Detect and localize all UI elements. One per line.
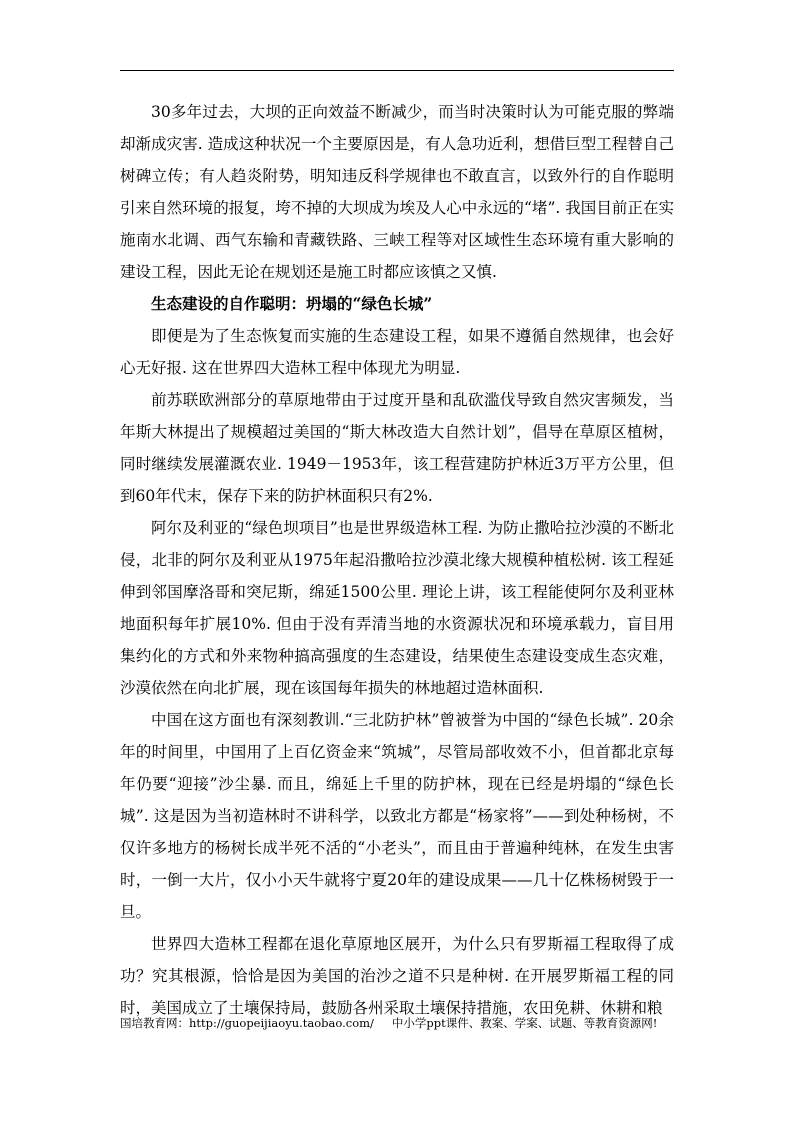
paragraph-1: 30多年过去，大坝的正向效益不断减少，而当时决策时认为可能克服的弊端却渐成灾害. 造成这种状况一个主要原因是，有人急功近利，想借巨型工程替自己树碑立传；有人趋炎附势，明知违反科学规律也不敢直言，以致外行的自作聪明引来自然环境的报复，垮不掉的大坝成为埃及人心中永远的“堵”. 我国目前正在实施南水北调、西气东输和青藏铁路、三峡工程等对区域性生态环境有重大影响的建设工程，因此无论在规划还是施工时都应该慎之又慎.: [120, 103, 674, 281]
paragraph-2: 即便是为了生态恢复而实施的生态建设工程，如果不遵循自然规律，也会好心无好报. 这在世界四大造林工程中体现尤为明显.: [120, 327, 674, 377]
footer-site: 国培教育网：http://guopeijiaoyu.taobao.com/: [120, 1016, 374, 1030]
paragraph-6: 世界四大造林工程都在退化草原地区展开，为什么只有罗斯福工程取得了成功？究其根源，恰恰是因为美国的治沙之道不只是种树. 在开展罗斯福工程的同时，美国成立了土壤保持局，鼓励各州采取土壤保持措施，农田免耕、休耕和粮: [120, 935, 674, 1017]
page-footer: [120, 1015, 680, 1031]
paragraph-3: 前苏联欧洲部分的草原地带由于过度开垦和乱砍滥伐导致自然灾害频发，当年斯大林提出了规模超过美国的“斯大林改造大自然计划”，倡导在草原区植树，同时继续发展灌溉农业. 1949－1953年，该工程营建防护林近3万平方公里，但到60年代末，保存下来的防护林面积只有2%.: [120, 391, 674, 505]
article-body: [120, 96, 674, 1024]
paragraph-5: 中国在这方面也有深刻教训.“三北防护林”曾被誉为中国的“绿色长城”. 20余年的时间里，中国用了上百亿资金来“筑城”，尽管局部收效不小，但首都北京每年仍要“迎接”沙尘暴. 而且，绵延上千里的防护林，现在已经是坍塌的“绿色长城”. 这是因为当初造林时不讲科学，以致北方都是“杨家将”——到处种杨树，不仅许多地方的杨树长成半死不活的“小老头”，而且由于普遍种纯林，在发生虫害时，一倒一大片，仅小小天牛就将宁夏20年的建设成果——几十亿株杨树毁于一旦。: [120, 711, 674, 921]
header-rule: [120, 70, 674, 71]
section-heading: 生态建设的自作聪明：坍塌的“绿色长城”: [151, 294, 433, 313]
footer-slogan: 中小学ppt课件、教案、学案、试题、等教育资源网!: [391, 1016, 658, 1030]
paragraph-4: 阿尔及利亚的“绿色坝项目”也是世界级造林工程. 为防止撒哈拉沙漠的不断北侵，北非的阿尔及利亚从1975年起沿撒哈拉沙漠北缘大规模种植松树. 该工程延伸到邻国摩洛哥和突尼斯，绵延1500公里. 理论上讲，该工程能使阿尔及利亚林地面积每年扩展10%. 但由于没有弄清当地的水资源状况和环境承载力，盲目用集约化的方式和外来物种搞高强度的生态建设，结果使生态建设变成生态灾难，沙漠依然在向北扩展，现在该国每年损失的林地超过造林面积.: [120, 519, 674, 697]
